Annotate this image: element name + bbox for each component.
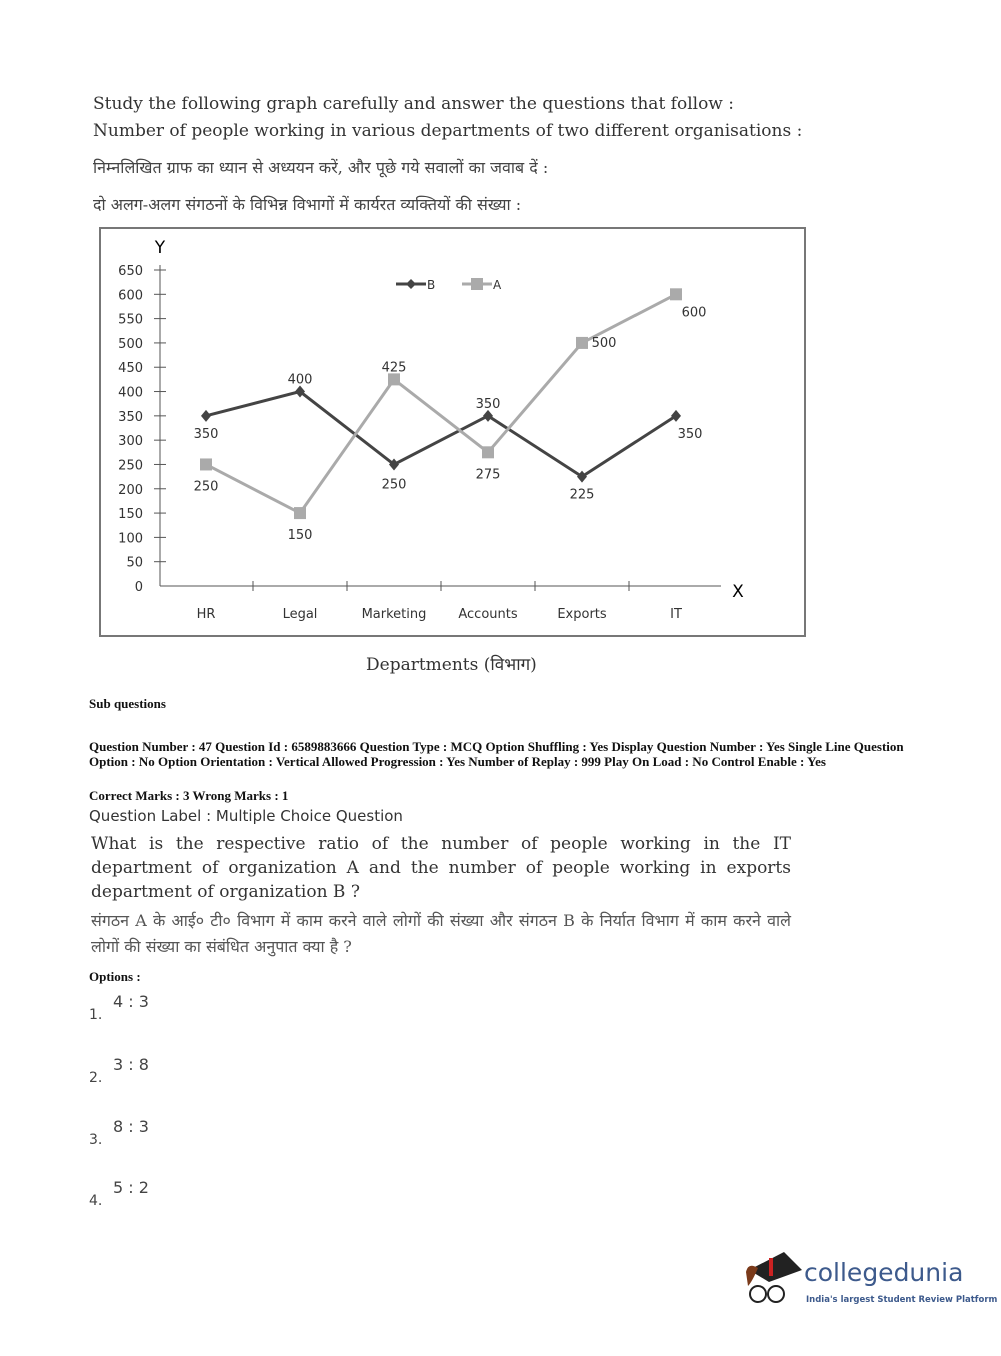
y-tick-label: 200 xyxy=(118,482,143,498)
data-label: 350 xyxy=(193,426,219,442)
sub-questions-heading: Sub questions xyxy=(89,696,166,711)
data-label: 350 xyxy=(677,426,703,442)
point-A xyxy=(294,507,306,519)
y-tick-label: 500 xyxy=(118,336,143,352)
question-meta: Question Number : 47 Question Id : 6589883666 Question Type : MCQ Option Shuffling : Yes Display Question Number : Yes Single Line Question Option : No Option Orientation : Vertical Allowed Progression : Yes Number of Replay : 999 Play On Load : No Control Enable : Yes xyxy=(89,739,904,769)
option-number: 2. xyxy=(89,1070,103,1086)
marks: Correct Marks : 3 Wrong Marks : 1 xyxy=(89,788,289,803)
x-axis-title: Departments (विभाग) xyxy=(366,655,537,675)
option-text: 4 : 3 xyxy=(113,992,149,1011)
point-A xyxy=(576,337,588,349)
point-B xyxy=(671,410,681,422)
legend-label-A: A xyxy=(493,278,502,292)
data-label: 350 xyxy=(475,396,501,412)
option-text: 8 : 3 xyxy=(113,1117,149,1136)
x-tick-label: Accounts xyxy=(458,607,518,622)
y-axis-letter: Y xyxy=(154,238,166,258)
option-text: 3 : 8 xyxy=(113,1055,149,1074)
y-tick-label: 650 xyxy=(118,264,143,279)
y-tick-label: 100 xyxy=(118,531,143,547)
intro-line-2: Number of people working in various departments of two different organisations : xyxy=(93,121,803,141)
data-label: 150 xyxy=(287,528,313,544)
y-tick-label: 450 xyxy=(118,361,143,377)
x-tick-label: Legal xyxy=(282,607,318,622)
option-number: 4. xyxy=(89,1193,103,1209)
y-tick-label: 50 xyxy=(126,555,143,571)
point-B xyxy=(577,471,587,483)
intro-hindi-1: निम्नलिखित ग्राफ का ध्यान से अध्ययन करें, और पूछे गये सवालों का जवाब दें : xyxy=(93,158,549,177)
collegedunia-logo xyxy=(744,1252,998,1312)
question-text-en: What is the respective ratio of the number of people working in the IT department of organization A and the number of people working in exports department of organization B ? xyxy=(91,834,791,902)
logo-tagline: India's largest Student Review Platform xyxy=(806,1295,998,1305)
intro-hindi-2: दो अलग-अलग संगठनों के विभिन्न विभागों में कार्यरत व्यक्तियों की संख्या : xyxy=(93,195,522,214)
intro-line-1: Study the following graph carefully and answer the questions that follow : xyxy=(93,94,734,114)
legend-marker xyxy=(406,279,416,289)
line-chart xyxy=(99,227,806,637)
y-tick-label: 400 xyxy=(118,385,143,401)
y-tick-label: 550 xyxy=(118,312,143,328)
legend-label-B: B xyxy=(427,278,436,292)
y-tick-label: 0 xyxy=(134,580,143,595)
x-axis-letter: X xyxy=(732,582,744,602)
x-tick-label: HR xyxy=(196,607,216,622)
y-tick-label: 350 xyxy=(118,409,143,425)
point-B xyxy=(201,410,211,422)
data-label: 400 xyxy=(287,372,313,388)
logo-name: collegedunia xyxy=(804,1258,964,1287)
y-tick-label: 300 xyxy=(118,434,143,450)
data-label: 425 xyxy=(381,360,407,376)
data-label: 225 xyxy=(569,487,595,503)
data-label: 500 xyxy=(591,335,617,351)
y-tick-label: 250 xyxy=(118,458,143,474)
option-number: 3. xyxy=(89,1132,103,1148)
options-label: Options : xyxy=(89,969,141,984)
data-label: 275 xyxy=(475,467,501,483)
data-label: 250 xyxy=(381,477,407,493)
question-text-hi: संगठन A के आई० टी० विभाग में काम करने वाले लोगों की संख्या और संगठन B के निर्यात विभाग में काम करने वाले लोगों की संख्या का संबंधित अनुपात क्या है ? xyxy=(91,911,791,956)
mascot-icon xyxy=(744,1252,804,1308)
point-A xyxy=(200,458,212,470)
data-label: 250 xyxy=(193,479,219,495)
option-number: 1. xyxy=(89,1007,103,1023)
option-text: 5 : 2 xyxy=(113,1178,149,1197)
data-label: 600 xyxy=(681,305,707,321)
question-label: Question Label : Multiple Choice Question xyxy=(89,807,403,825)
legend-marker xyxy=(471,278,483,290)
point-A xyxy=(482,446,494,458)
x-tick-label: Exports xyxy=(557,607,607,622)
series-line-A xyxy=(206,294,676,513)
x-tick-label: IT xyxy=(670,607,682,622)
point-A xyxy=(670,288,682,300)
y-tick-label: 600 xyxy=(118,288,143,304)
y-tick-label: 150 xyxy=(118,507,143,523)
series-line-B xyxy=(206,392,676,477)
x-tick-label: Marketing xyxy=(361,607,427,622)
